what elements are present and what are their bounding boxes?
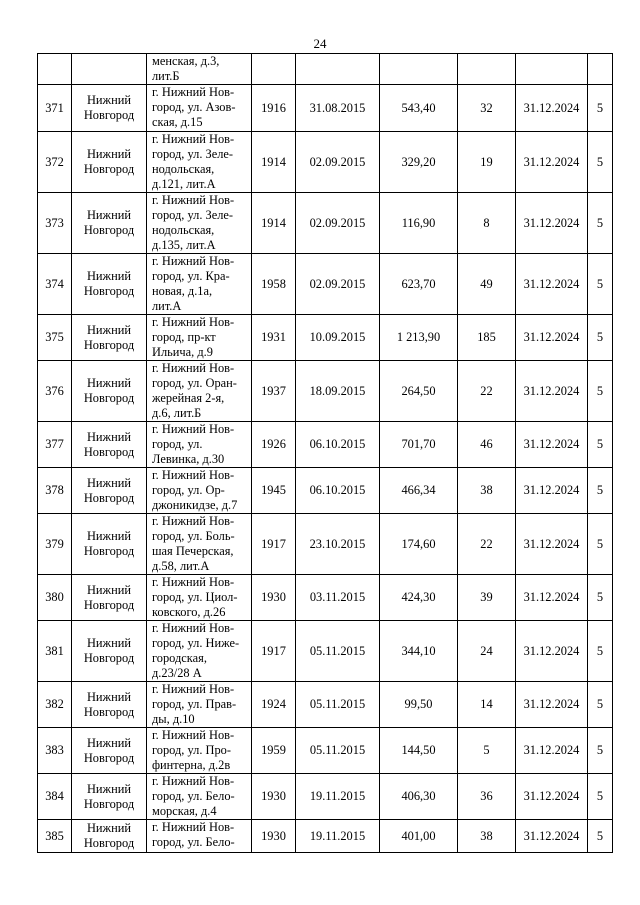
table-row	[38, 774, 613, 820]
address-line: г. Нижний Нов-	[152, 361, 235, 375]
address-line: город, ул. Боль-	[152, 529, 235, 543]
cell-year: 1930	[252, 774, 296, 820]
cell-deadline: 31.12.2024	[516, 774, 588, 820]
cell-area: 99,50	[380, 682, 458, 728]
cell-residents: 46	[458, 422, 516, 468]
cell-residents: 22	[458, 514, 516, 575]
cell-city	[72, 361, 147, 422]
city-line: Нижний	[86, 475, 132, 490]
cell-year	[252, 54, 296, 85]
cell-years: 5	[588, 575, 613, 621]
housing-registry-table	[37, 53, 613, 853]
table-row	[38, 422, 613, 468]
city-line: Новгород	[83, 108, 135, 122]
table-body	[38, 54, 613, 853]
cell-year: 1924	[252, 682, 296, 728]
cell-num: 382	[38, 682, 72, 728]
city-line: Нижний	[86, 529, 132, 543]
address-line: морская, д.4	[152, 804, 217, 818]
city-line: Нижний	[86, 582, 132, 597]
address-line: менская, д.3,	[152, 54, 220, 68]
cell-years	[588, 54, 613, 85]
cell-area: 466,34	[380, 468, 458, 514]
cell-years: 5	[588, 361, 613, 422]
cell-area: 329,20	[380, 132, 458, 193]
cell-residents: 5	[458, 728, 516, 774]
cell-address	[147, 621, 252, 682]
cell-num: 373	[38, 193, 72, 254]
cell-num: 371	[38, 85, 72, 132]
address-line: Левинка, д.30	[152, 452, 225, 466]
cell-deadline: 31.12.2024	[516, 468, 588, 514]
cell-date: 18.09.2015	[296, 361, 380, 422]
table-row	[38, 820, 613, 853]
address-line: лит.Б	[152, 69, 180, 83]
cell-city	[72, 132, 147, 193]
cell-residents: 49	[458, 254, 516, 315]
cell-deadline: 31.12.2024	[516, 193, 588, 254]
address-line: нодольская,	[152, 162, 215, 176]
cell-year: 1931	[252, 315, 296, 361]
cell-years: 5	[588, 728, 613, 774]
cell-area: 401,00	[380, 820, 458, 853]
address-line: д.6, лит.Б	[152, 406, 202, 420]
address-line: д.121, лит.А	[152, 177, 216, 191]
cell-area	[380, 54, 458, 85]
cell-date: 23.10.2015	[296, 514, 380, 575]
cell-address	[147, 315, 252, 361]
cell-deadline: 31.12.2024	[516, 132, 588, 193]
city-line: Нижний	[86, 689, 132, 704]
address-line: город, ул. Кра-	[152, 269, 230, 283]
city-line: Новгород	[83, 544, 135, 558]
cell-years: 5	[588, 514, 613, 575]
cell-city	[72, 682, 147, 728]
city-line: Новгород	[83, 796, 135, 811]
cell-date: 06.10.2015	[296, 422, 380, 468]
cell-address	[147, 254, 252, 315]
city-line: Новгород	[83, 836, 135, 850]
cell-address	[147, 575, 252, 621]
address-line: финтерна, д.2в	[152, 758, 231, 772]
address-line: Ильича, д.9	[152, 345, 213, 359]
table-row	[38, 254, 613, 315]
cell-date: 02.09.2015	[296, 193, 380, 254]
cell-address	[147, 193, 252, 254]
cell-date: 10.09.2015	[296, 315, 380, 361]
table-row	[38, 315, 613, 361]
city-line: Новгород	[83, 337, 135, 352]
table-row	[38, 468, 613, 514]
cell-num: 374	[38, 254, 72, 315]
address-line: город, ул. Ор-	[152, 483, 225, 497]
cell-residents: 14	[458, 682, 516, 728]
cell-year: 1958	[252, 254, 296, 315]
city-line: Нижний	[86, 269, 132, 283]
cell-city	[72, 85, 147, 132]
city-line: Нижний	[86, 429, 132, 444]
city-line: Новгород	[83, 490, 135, 505]
cell-city	[72, 728, 147, 774]
cell-city	[72, 254, 147, 315]
address-line: г. Нижний Нов-	[152, 682, 235, 696]
cell-years: 5	[588, 682, 613, 728]
address-line: город, пр-кт	[152, 330, 216, 344]
table-row	[38, 621, 613, 682]
cell-num: 375	[38, 315, 72, 361]
address-line: ковского, д.26	[152, 605, 226, 619]
address-line: город, ул. Оран-	[152, 376, 237, 390]
cell-address	[147, 85, 252, 132]
address-line: д.135, лит.А	[152, 238, 216, 252]
cell-city	[72, 774, 147, 820]
cell-date	[296, 54, 380, 85]
cell-area: 1 213,90	[380, 315, 458, 361]
cell-num: 379	[38, 514, 72, 575]
cell-deadline: 31.12.2024	[516, 621, 588, 682]
cell-years: 5	[588, 468, 613, 514]
cell-residents: 24	[458, 621, 516, 682]
cell-area: 264,50	[380, 361, 458, 422]
city-line: Новгород	[83, 597, 135, 612]
city-line: Нижний	[86, 147, 132, 161]
cell-deadline: 31.12.2024	[516, 820, 588, 853]
cell-year: 1945	[252, 468, 296, 514]
city-line: Нижний	[86, 208, 132, 222]
cell-year: 1917	[252, 621, 296, 682]
cell-residents	[458, 54, 516, 85]
cell-city	[72, 422, 147, 468]
table-row	[38, 193, 613, 254]
address-line: джоникидзе, д.7	[152, 498, 238, 512]
cell-residents: 36	[458, 774, 516, 820]
address-line: г. Нижний Нов-	[152, 85, 235, 99]
cell-num	[38, 54, 72, 85]
cell-deadline: 31.12.2024	[516, 315, 588, 361]
cell-area: 701,70	[380, 422, 458, 468]
cell-year: 1917	[252, 514, 296, 575]
address-line: д.23/28 А	[152, 666, 202, 680]
cell-address	[147, 682, 252, 728]
city-line: Новгород	[83, 284, 135, 298]
cell-area: 424,30	[380, 575, 458, 621]
cell-residents: 38	[458, 468, 516, 514]
city-line: Новгород	[83, 651, 135, 665]
address-line: г. Нижний Нов-	[152, 621, 235, 635]
cell-num: 376	[38, 361, 72, 422]
cell-area: 623,70	[380, 254, 458, 315]
address-line: г. Нижний Нов-	[152, 422, 235, 436]
address-line: нодольская,	[152, 223, 215, 237]
cell-date: 06.10.2015	[296, 468, 380, 514]
city-line: Новгород	[83, 391, 135, 405]
address-line: город, ул. Зеле-	[152, 208, 234, 222]
cell-year: 1930	[252, 820, 296, 853]
city-line: Нижний	[86, 781, 132, 796]
cell-deadline: 31.12.2024	[516, 728, 588, 774]
cell-year: 1916	[252, 85, 296, 132]
cell-date: 19.11.2015	[296, 820, 380, 853]
cell-years: 5	[588, 315, 613, 361]
table-row	[38, 514, 613, 575]
address-line: г. Нижний Нов-	[152, 254, 235, 268]
cell-deadline: 31.12.2024	[516, 422, 588, 468]
address-line: город, ул. Зеле-	[152, 147, 234, 161]
cell-city	[72, 54, 147, 85]
city-line: Нижний	[86, 376, 132, 390]
cell-residents: 22	[458, 361, 516, 422]
cell-years: 5	[588, 193, 613, 254]
address-line: новая, д.1а,	[152, 284, 213, 298]
cell-year: 1930	[252, 575, 296, 621]
address-line: шая Печерская,	[152, 544, 234, 558]
cell-area: 144,50	[380, 728, 458, 774]
address-line: город, ул. Про-	[152, 743, 231, 757]
city-line: Новгород	[83, 444, 135, 459]
cell-residents: 39	[458, 575, 516, 621]
cell-city	[72, 820, 147, 853]
cell-year: 1937	[252, 361, 296, 422]
cell-date: 02.09.2015	[296, 132, 380, 193]
city-line: Нижний	[86, 322, 132, 337]
cell-date: 05.11.2015	[296, 621, 380, 682]
city-line: Нижний	[86, 735, 132, 750]
cell-years: 5	[588, 820, 613, 853]
cell-deadline: 31.12.2024	[516, 682, 588, 728]
cell-city	[72, 315, 147, 361]
table-row	[38, 54, 613, 85]
cell-years: 5	[588, 254, 613, 315]
cell-area: 406,30	[380, 774, 458, 820]
cell-address	[147, 820, 252, 853]
address-line: город, ул. Циол-	[152, 590, 238, 604]
city-line: Нижний	[86, 93, 132, 107]
table-row	[38, 361, 613, 422]
cell-num: 380	[38, 575, 72, 621]
cell-address	[147, 728, 252, 774]
address-line: г. Нижний Нов-	[152, 575, 235, 589]
address-line: г. Нижний Нов-	[152, 468, 235, 482]
cell-address	[147, 514, 252, 575]
address-line: г. Нижний Нов-	[152, 728, 235, 742]
table-row	[38, 575, 613, 621]
cell-city	[72, 575, 147, 621]
address-line: город, ул. Бело-	[152, 789, 235, 803]
cell-address	[147, 54, 252, 85]
cell-years: 5	[588, 422, 613, 468]
address-line: город, ул. Азов-	[152, 100, 236, 114]
cell-area: 344,10	[380, 621, 458, 682]
city-line: Новгород	[83, 750, 135, 765]
cell-residents: 32	[458, 85, 516, 132]
cell-deadline: 31.12.2024	[516, 361, 588, 422]
cell-deadline: 31.12.2024	[516, 575, 588, 621]
cell-num: 383	[38, 728, 72, 774]
address-line: г. Нижний Нов-	[152, 315, 235, 329]
address-line: г. Нижний Нов-	[152, 820, 235, 834]
cell-deadline	[516, 54, 588, 85]
address-line: городская,	[152, 651, 207, 665]
cell-area: 116,90	[380, 193, 458, 254]
cell-num: 377	[38, 422, 72, 468]
cell-area: 543,40	[380, 85, 458, 132]
cell-num: 381	[38, 621, 72, 682]
cell-residents: 185	[458, 315, 516, 361]
city-line: Новгород	[83, 704, 135, 719]
address-line: г. Нижний Нов-	[152, 193, 235, 207]
cell-city	[72, 621, 147, 682]
cell-date: 19.11.2015	[296, 774, 380, 820]
cell-city	[72, 193, 147, 254]
cell-year: 1914	[252, 132, 296, 193]
page-number: 24	[313, 36, 327, 51]
address-line: город, ул. Бело-	[152, 835, 235, 849]
address-line: ская, д.15	[152, 115, 203, 129]
cell-date: 05.11.2015	[296, 682, 380, 728]
city-line: Нижний	[86, 821, 132, 835]
cell-address	[147, 361, 252, 422]
address-line: г. Нижний Нов-	[152, 132, 235, 146]
cell-area: 174,60	[380, 514, 458, 575]
table-row	[38, 728, 613, 774]
city-line: Новгород	[83, 223, 135, 237]
cell-years: 5	[588, 621, 613, 682]
cell-residents: 38	[458, 820, 516, 853]
address-line: г. Нижний Нов-	[152, 514, 235, 528]
address-line: г. Нижний Нов-	[152, 774, 235, 788]
cell-address	[147, 774, 252, 820]
cell-year: 1959	[252, 728, 296, 774]
cell-address	[147, 132, 252, 193]
cell-date: 05.11.2015	[296, 728, 380, 774]
cell-city	[72, 468, 147, 514]
cell-num: 372	[38, 132, 72, 193]
address-line: город, ул.	[152, 437, 203, 451]
cell-city	[72, 514, 147, 575]
address-line: ды, д.10	[152, 712, 195, 726]
cell-year: 1914	[252, 193, 296, 254]
cell-num: 385	[38, 820, 72, 853]
table-row	[38, 682, 613, 728]
cell-years: 5	[588, 774, 613, 820]
cell-residents: 19	[458, 132, 516, 193]
cell-address	[147, 468, 252, 514]
cell-deadline: 31.12.2024	[516, 254, 588, 315]
cell-deadline: 31.12.2024	[516, 514, 588, 575]
address-line: город, ул. Прав-	[152, 697, 237, 711]
cell-residents: 8	[458, 193, 516, 254]
cell-years: 5	[588, 85, 613, 132]
address-line: город, ул. Ниже-	[152, 636, 240, 650]
cell-address	[147, 422, 252, 468]
cell-date: 03.11.2015	[296, 575, 380, 621]
city-line: Новгород	[83, 162, 135, 176]
address-line: д.58, лит.А	[152, 559, 210, 573]
cell-num: 378	[38, 468, 72, 514]
cell-deadline: 31.12.2024	[516, 85, 588, 132]
cell-date: 31.08.2015	[296, 85, 380, 132]
address-line: жерейная 2-я,	[152, 391, 225, 405]
cell-num: 384	[38, 774, 72, 820]
table-row	[38, 85, 613, 132]
cell-year: 1926	[252, 422, 296, 468]
cell-date: 02.09.2015	[296, 254, 380, 315]
address-line: лит.А	[152, 299, 182, 313]
table-row	[38, 132, 613, 193]
city-line: Нижний	[86, 636, 132, 650]
cell-years: 5	[588, 132, 613, 193]
